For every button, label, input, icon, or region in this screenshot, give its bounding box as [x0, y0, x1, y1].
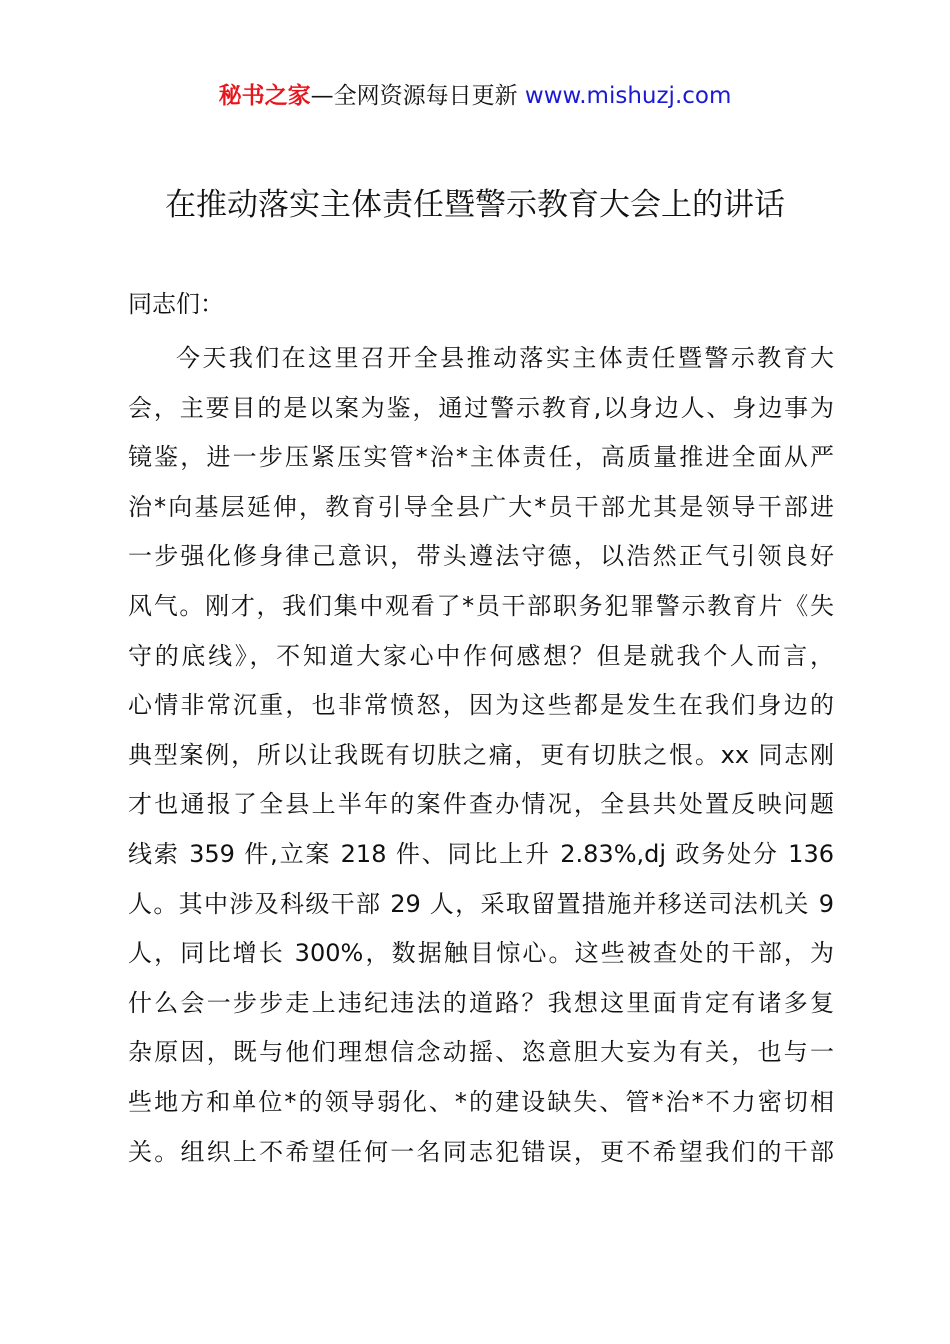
body-line-12: 人。其中涉及科级干部 29 人，采取留置措施并移送司法机关 9: [128, 889, 834, 918]
body-line-5: 一步强化修身律己意识，带头遵法守德，以浩然正气引领良好: [128, 542, 834, 571]
body-line-3: 镜鉴，进一步压紧压实管*治*主体责任，高质量推进全面从严: [128, 443, 834, 472]
site-tagline: —全网资源每日更新: [310, 83, 525, 109]
body-line-8: 心情非常沉重，也非常愤怒，因为这些都是发生在我们身边的: [128, 691, 834, 720]
site-header: [0, 80, 950, 112]
body-line-7: 守的底线》，不知道大家心中作何感想？但是就我个人而言，: [128, 641, 834, 670]
body-line-4: 治*向基层延伸，教育引导全县广大*员干部尤其是领导干部进: [128, 492, 834, 521]
body-line-6: 风气。刚才，我们集中观看了*员干部职务犯罪警示教育片《失: [128, 591, 834, 620]
body-line-11: 线索 359 件,立案 218 件、同比上升 2.83%,dj 政务处分 136: [128, 839, 834, 868]
body-line-1: 今天我们在这里召开全县推动落实主体责任暨警示教育大: [176, 344, 834, 372]
body-line-17: 关。组织上不希望任何一名同志犯错误，更不希望我们的干部: [128, 1137, 834, 1166]
speech-body: [128, 334, 834, 1177]
salutation: 同志们：: [128, 290, 224, 318]
site-brand: 秘书之家: [218, 83, 311, 109]
document-title: 在推动落实主体责任暨警示教育大会上的讲话: [165, 187, 785, 223]
body-line-14: 什么会一步步走上违纪违法的道路？我想这里面肯定有诸多复: [128, 988, 834, 1017]
body-line-10: 才也通报了全县上半年的案件查办情况，全县共处置反映问题: [128, 790, 834, 819]
body-line-13: 人，同比增长 300%，数据触目惊心。这些被查处的干部，为: [128, 939, 834, 968]
site-url-link[interactable]: www.mishuzj.com: [524, 83, 732, 109]
body-line-2: 会，主要目的是以案为鉴，通过警示教育,以身边人、身边事为: [128, 393, 834, 422]
body-line-15: 杂原因，既与他们理想信念动摇、恣意胆大妄为有关，也与一: [128, 1038, 834, 1067]
body-line-16: 些地方和单位*的领导弱化、*的建设缺失、管*治*不力密切相: [128, 1087, 834, 1116]
body-line-9: 典型案例，所以让我既有切肤之痛，更有切肤之恨。xx 同志刚: [128, 740, 834, 769]
